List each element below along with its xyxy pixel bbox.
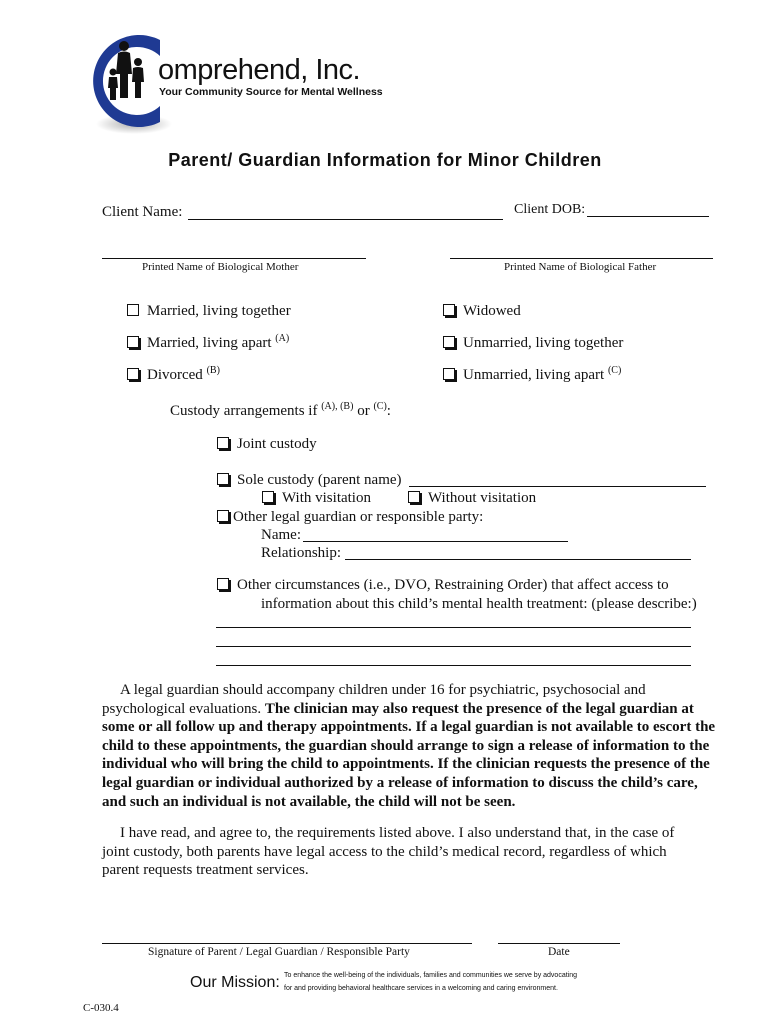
company-logo: [76, 26, 383, 146]
company-tagline: Your Community Source for Mental Wellness: [159, 86, 383, 98]
guardian-name-label: Name:: [261, 527, 301, 543]
company-name: omprehend, Inc.: [158, 54, 361, 86]
other-guardian-option[interactable]: Other legal guardian or responsible party:: [217, 509, 483, 526]
client-dob-label: Client DOB:: [514, 202, 586, 217]
other-guardian-checkbox[interactable]: [217, 510, 229, 522]
client-dob-field[interactable]: [587, 216, 709, 217]
other-circumstances-checkbox[interactable]: [217, 578, 229, 590]
with-visitation-checkbox[interactable]: [262, 491, 274, 503]
client-name-label: Client Name:: [102, 204, 183, 220]
guardian-relationship-field[interactable]: [345, 559, 691, 560]
other-circumstances-option[interactable]: Other circumstances (i.e., DVO, Restraining Order) that affect access to: [217, 577, 669, 594]
policy-bold-text: The clinician may also request the presence of the legal guardian at some or all follow up and therapy appointments. If a legal guardian is not available to escort the child to these appointments, the guardian should arrange to sign a release of information to the individual who will bring the child to appointments. If the clinician requests the presence of the legal guardian or individual authorized by a release of information to discuss the child’s care, and such an individual is not available, the child will not be seen.: [102, 700, 716, 810]
policy-paragraph: [102, 681, 724, 811]
father-name-label: Printed Name of Biological Father: [504, 261, 657, 273]
mission-line-1: To enhance the well-being of the individuals, families and communities we serve by advocating: [284, 972, 577, 979]
joint-custody-option[interactable]: Joint custody: [217, 436, 317, 453]
sole-custody-checkbox[interactable]: [217, 473, 229, 485]
unmarried-together-checkbox[interactable]: [443, 336, 455, 348]
widowed-checkbox[interactable]: [443, 304, 455, 316]
describe-line-2[interactable]: [216, 646, 691, 647]
mother-name-field[interactable]: [102, 258, 366, 259]
joint-custody-checkbox[interactable]: [217, 437, 229, 449]
guardian-relationship-label: Relationship:: [261, 545, 341, 561]
unmarried-apart-checkbox[interactable]: [443, 368, 455, 380]
date-label: Date: [548, 946, 570, 958]
describe-line-3[interactable]: [216, 665, 691, 666]
mission-label: Our Mission:: [190, 974, 280, 991]
form-code: C-030.4: [83, 1002, 119, 1014]
with-visitation-option[interactable]: With visitation: [262, 490, 371, 507]
father-name-field[interactable]: [450, 258, 713, 259]
sole-custody-option[interactable]: Sole custody (parent name): [217, 472, 402, 489]
form-title: Parent/ Guardian Information for Minor Children: [168, 150, 602, 170]
married-apart-option[interactable]: Married, living apart $^{(A)}$: [127, 335, 289, 352]
unmarried-together-option[interactable]: Unmarried, living together: [443, 335, 623, 352]
signature-label: Signature of Parent / Legal Guardian / Responsible Party: [148, 946, 410, 958]
date-field[interactable]: [498, 943, 620, 944]
unmarried-apart-option[interactable]: Unmarried, living apart $^{(C)}$: [443, 367, 621, 384]
describe-line-1[interactable]: [216, 627, 691, 628]
agreement-paragraph: I have read, and agree to, the requirements listed above. I also understand that, in the case of joint custody, both parents have legal access to the child’s medical record, regardless of which parent requests treatment services.: [102, 825, 675, 879]
mission-line-2: for and providing behavioral healthcare services in a welcoming and caring environment.: [284, 985, 558, 992]
married-apart-checkbox[interactable]: [127, 336, 139, 348]
without-visitation-checkbox[interactable]: [408, 491, 420, 503]
divorced-checkbox[interactable]: [127, 368, 139, 380]
mother-name-label: Printed Name of Biological Mother: [142, 261, 299, 273]
divorced-option[interactable]: Divorced $^{(B)}$: [127, 367, 220, 384]
policy-normal-text: A legal guardian should accompany children under 16 for psychiatric, psychosocial and psychological evaluations.: [102, 682, 646, 717]
sole-custody-parent-field[interactable]: [409, 486, 706, 487]
married-together-option[interactable]: Married, living together: [127, 303, 291, 320]
custody-heading: Custody arrangements if $^{(A), (B)}$ or $^{(C)}$:: [170, 401, 391, 419]
without-visitation-option[interactable]: Without visitation: [408, 490, 536, 507]
widowed-option[interactable]: Widowed: [443, 303, 521, 320]
other-circumstances-line2: information about this child’s mental health treatment: (please describe:): [261, 596, 697, 612]
signature-field[interactable]: [102, 943, 472, 944]
client-name-field[interactable]: [188, 219, 503, 220]
guardian-name-field[interactable]: [303, 541, 568, 542]
married-together-checkbox[interactable]: [127, 304, 139, 316]
